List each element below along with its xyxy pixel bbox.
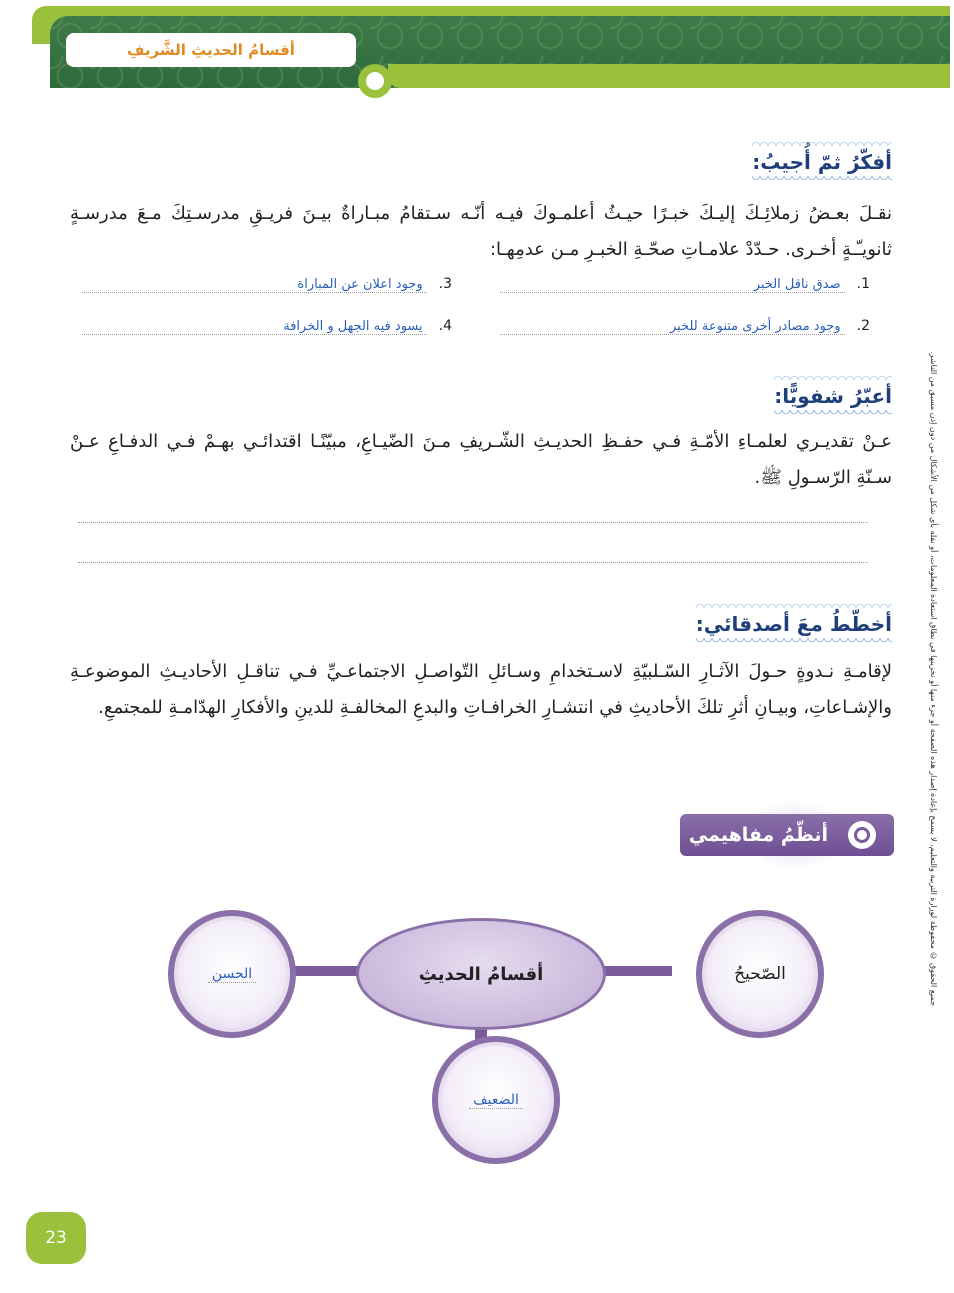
clock-icon: [848, 821, 876, 849]
answer-2[interactable]: 2. وجود مصادر أخرى متنوعة للخبر: [500, 318, 870, 335]
banner-bottom-stripe: [388, 64, 950, 88]
section-heading-plan: أخطّطُ معَ أصدقائي:: [696, 612, 892, 640]
banner-hook-icon: [358, 64, 392, 98]
concept-node-hasan[interactable]: الحسن: [168, 910, 296, 1038]
answer-4[interactable]: 4. يسود فيه الجهل و الخرافة: [82, 318, 452, 335]
concept-center: أقسامُ الحديثِ: [356, 918, 606, 1030]
header-banner: [32, 6, 950, 102]
answer-3[interactable]: 3. وجود اعلان عن المباراة: [82, 276, 452, 293]
section-heading-think: أفكّرُ ثمّ أُجيبُ:: [752, 150, 892, 178]
section-express-paragraph: عـنْ تقديـري لعلمـاءِ الأمّـةِ فـي حفـظِ الحديـثِ الشّـريفِ مـنَ الضّيـاعِ، مبيّنًـا اقتدائـي بهـمْ فـي الدفـاعِ عـنْ سـنّةِ الرّسـولِ ﷺ.: [70, 431, 892, 488]
badge-title: أنظّمُ مفاهيمي: [688, 824, 828, 846]
page-number: 23: [26, 1212, 86, 1264]
answer-line-2[interactable]: [78, 562, 868, 563]
section-heading-express: أعبّرُ شفويًّا:: [774, 384, 892, 412]
page-title: أقسامُ الحديثِ الشَّريفِ: [66, 33, 356, 67]
answer-line-1[interactable]: [78, 522, 868, 523]
concepts-badge: [680, 800, 894, 870]
section-plan-paragraph: لإقامـةِ نـدوةٍ حـولَ الآثـارِ السّـلبيّةِ لاسـتخدامِ وسـائلِ التّواصـلِ الاجتماعـيِّ فـي تناقـلِ الأحاديـثِ الموضوعـةِ والإشـاعاتِ، وبيـانِ أثرِ تلكَ الأحاديثِ في انتشـارِ الخرافـاتِ والبدعِ المخالفـةِ للدينِ والأفكارِ الهدّامـةِ للمجتمعِ.: [70, 661, 892, 718]
section-think-paragraph: نقـلَ بعـضُ زملائِـكَ إليـكَ خبـرًا حيـثُ أعلمـوكَ فيـه أنّـه سـتقامُ مبـاراةٌ بيـنَ فريـقِ مدرسـتِكَ مـعَ مدرسـةٍ ثانويـّـةٍ أخـرى. حـدّدْ علامـاتِ صحّـةِ الخبـرِ مـن عدمِهـا:: [70, 203, 892, 260]
concept-node-daif[interactable]: الضعيف: [432, 1036, 560, 1164]
copyright-notice: جميع الحقوق © محفوظة لوزارة التربية والتعليم، لا يسمح بإعادة إصدار هذه الصفحة أو جزء منها أو تخزينها في نطاق استعادة المعلومات، أو نقله بأي شكل من الأشكال من دون إذن مسبق من الناشر.: [929, 351, 938, 1006]
concept-node-sahih: الصّحيحُ: [696, 910, 824, 1038]
answer-1[interactable]: 1. صدق ناقل الخبر: [500, 276, 870, 293]
